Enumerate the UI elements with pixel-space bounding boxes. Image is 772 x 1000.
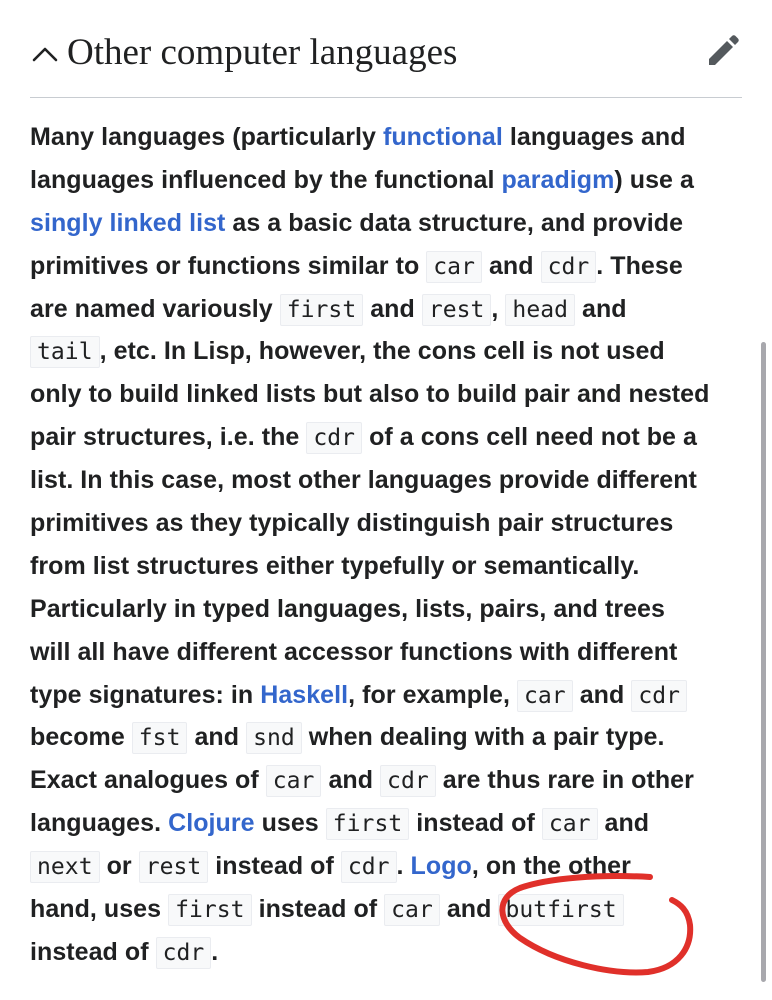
text-run: will all have different accessor functions with different — [30, 637, 678, 666]
text-run: are thus rare in other — [435, 766, 694, 795]
text-run: . — [211, 937, 219, 966]
text-run: and — [575, 294, 627, 323]
text-run: Exact analogues of — [30, 766, 266, 795]
code-head: head — [505, 294, 575, 326]
code-fst: fst — [132, 722, 188, 754]
text-run: of a cons cell need not be a — [362, 423, 697, 452]
text-run: instead of — [208, 852, 341, 881]
code-rest: rest — [139, 851, 209, 883]
text-run: , — [491, 294, 506, 323]
text-run: as a basic data structure, and provide — [225, 208, 684, 237]
code-cdr: cdr — [156, 937, 212, 969]
text-run: when dealing with a pair type. — [301, 723, 665, 752]
text-run: and — [363, 294, 422, 323]
text-run: Particularly in typed languages, lists, pairs, and trees — [30, 594, 665, 623]
text-line — [30, 288, 742, 331]
text-line — [30, 373, 742, 416]
code-car: car — [384, 894, 440, 926]
code-car: car — [266, 765, 322, 797]
code-rest: rest — [422, 294, 492, 326]
section-paragraph — [30, 116, 742, 974]
text-line — [30, 116, 742, 159]
text-run: languages and — [502, 123, 686, 151]
text-line — [30, 202, 742, 245]
code-cdr: cdr — [380, 765, 436, 797]
text-run: list. In this case, most other languages provide different — [30, 466, 697, 495]
text-run: instead of — [30, 937, 156, 966]
code-car: car — [542, 808, 598, 840]
text-line — [30, 845, 742, 888]
text-run: primitives as they typically distinguish pair structures — [30, 509, 674, 538]
text-run: . — [396, 852, 411, 881]
text-line — [30, 545, 742, 588]
code-butfirst: butfirst — [498, 894, 623, 926]
code-cdr: cdr — [341, 851, 397, 883]
text-line — [30, 416, 742, 459]
code-tail: tail — [30, 336, 100, 368]
text-run: instead of — [251, 895, 385, 924]
code-next: next — [30, 851, 100, 883]
text-line — [30, 888, 742, 931]
text-run: . These — [596, 251, 683, 280]
link-clojure[interactable]: Clojure — [168, 809, 255, 838]
text-run: hand, uses — [30, 895, 169, 924]
text-run: and — [321, 766, 381, 795]
text-run: ) use a — [614, 165, 694, 194]
text-line — [30, 802, 742, 845]
link-logo[interactable]: Logo — [410, 852, 472, 881]
text-run: are named variously — [30, 294, 280, 323]
text-line — [30, 588, 742, 631]
link-paradigm[interactable]: paradigm — [501, 165, 615, 194]
text-run: and — [187, 723, 247, 752]
text-line — [30, 159, 742, 202]
code-cdr: cdr — [631, 680, 687, 712]
text-run: and — [481, 251, 541, 280]
text-run: , for example, — [348, 680, 518, 709]
code-car: car — [426, 251, 482, 283]
scrollbar[interactable] — [761, 342, 766, 982]
code-first: first — [168, 894, 252, 926]
text-line — [30, 245, 742, 288]
text-line — [30, 759, 742, 802]
pencil-icon[interactable] — [702, 32, 742, 72]
chevron-up-icon[interactable] — [30, 42, 60, 66]
text-run: and — [572, 680, 632, 709]
section-title[interactable]: Other computer languages — [67, 32, 458, 73]
text-run: languages influenced by the functional — [30, 165, 502, 194]
code-first: first — [280, 294, 364, 326]
code-cdr: cdr — [541, 251, 597, 283]
text-run: and — [597, 809, 650, 838]
text-run: primitives or functions similar to — [30, 251, 427, 280]
text-line — [30, 502, 742, 545]
code-snd: snd — [246, 722, 302, 754]
code-car: car — [517, 680, 573, 712]
text-line — [30, 716, 742, 759]
text-run: become — [30, 723, 132, 752]
text-run: only to build linked lists but also to build pair and nested — [30, 380, 710, 409]
text-run: from list structures either typefully or semantically. — [30, 551, 640, 580]
link-haskell[interactable]: Haskell — [260, 680, 349, 709]
text-run: uses — [254, 809, 326, 838]
text-run: and — [439, 895, 499, 924]
text-run: , etc. In Lisp, however, the cons cell is not used — [99, 337, 665, 366]
code-cdr: cdr — [306, 422, 362, 454]
text-run: type signatures: in — [30, 680, 261, 709]
link-functional[interactable]: functional — [382, 123, 503, 151]
text-run: or — [99, 852, 139, 881]
text-line — [30, 459, 742, 502]
text-run: , on the other — [471, 852, 631, 881]
text-line — [30, 931, 742, 974]
text-run: pair structures, i.e. the — [30, 423, 307, 452]
section-header[interactable] — [30, 22, 742, 98]
text-line — [30, 330, 742, 373]
text-run: languages. — [30, 809, 169, 838]
text-run: instead of — [409, 809, 542, 838]
text-run: Many languages (particularly — [30, 123, 383, 151]
text-line — [30, 631, 742, 674]
code-first: first — [326, 808, 410, 840]
text-line — [30, 674, 742, 717]
link-singly-linked-list[interactable]: singly linked list — [30, 208, 226, 237]
